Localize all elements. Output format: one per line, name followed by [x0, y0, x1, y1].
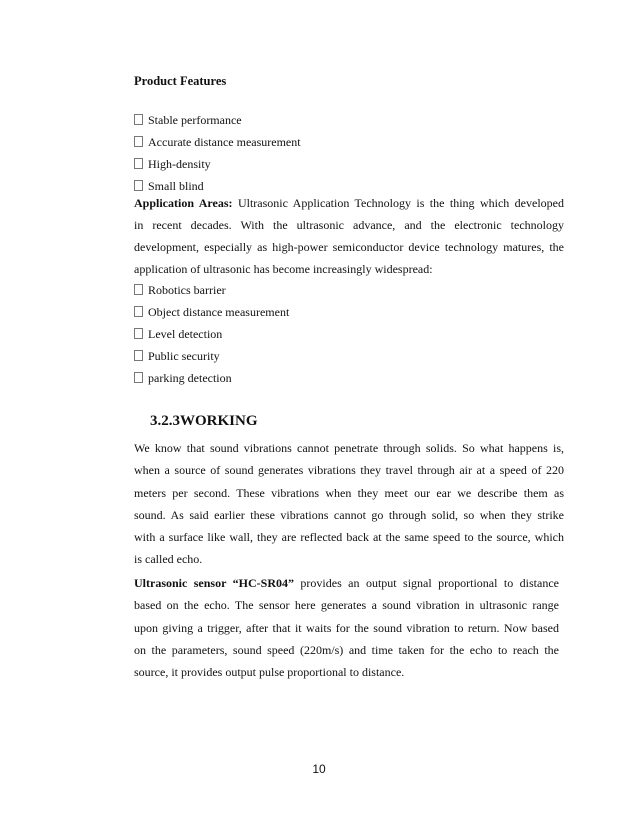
bullet-box-icon	[134, 328, 143, 339]
list-item: Small blind	[134, 175, 564, 197]
list-item: Accurate distance measurement	[134, 131, 564, 153]
section-title: 3.2.3WORKING	[150, 413, 258, 429]
paragraph-line: on the parameters, sound speed (220m/s) and time taken for the echo to reach the	[134, 642, 559, 657]
list-item: Object distance measurement	[134, 301, 564, 323]
paragraph-line: application of ultrasonic has become increasingly widespread:	[134, 261, 433, 276]
list-item: Level detection	[134, 323, 564, 345]
working-paragraph	[134, 437, 564, 571]
bullet-box-icon	[134, 284, 143, 295]
page-number: 10	[312, 762, 326, 776]
paragraph-line: Ultrasonic sensor “HC-SR04” provides an output signal proportional to distance	[134, 576, 559, 590]
list-item: Robotics barrier	[134, 279, 564, 301]
bullet-box-icon	[134, 306, 143, 317]
list-item: parking detection	[134, 367, 564, 389]
paragraph-line: We know that sound vibrations cannot penetrate through solids. So what happens is,	[134, 441, 564, 455]
paragraph-line: development, especially as high-power semiconductor device technology matures, the	[134, 239, 564, 254]
paragraph-line: upon giving a trigger, after that it waits for the sound vibration to return. Now based	[134, 620, 559, 635]
bullet-box-icon	[134, 372, 143, 383]
product-features-heading: Product Features	[134, 74, 227, 88]
sensor-paragraph	[134, 572, 559, 683]
list-item: Public security	[134, 345, 564, 367]
list-item: Stable performance	[134, 109, 564, 131]
bullet-box-icon	[134, 114, 143, 125]
bullet-box-icon	[134, 180, 143, 191]
application-areas-list	[134, 279, 564, 389]
paragraph-line: sound. As said earlier these vibrations cannot go through solid, so when they strike	[134, 507, 564, 522]
paragraph-line: Application Areas: Ultrasonic Application Technology is the thing which developed	[134, 196, 564, 210]
application-areas-label: Application Areas:	[134, 196, 233, 210]
paragraph-line: with a surface like wall, they are reflected back at the same speed to the source, which	[134, 530, 564, 545]
bullet-box-icon	[134, 350, 143, 361]
paragraph-line: when a source of sound generates vibrations they travel through air at a speed of 220	[134, 463, 564, 478]
paragraph-line: in recent decades. With the ultrasonic advance, and the electronic technology	[134, 217, 564, 232]
sensor-label: Ultrasonic sensor “HC-SR04”	[134, 576, 294, 590]
product-features-list	[134, 109, 564, 197]
paragraph-line: is called echo.	[134, 552, 203, 567]
bullet-box-icon	[134, 158, 143, 169]
application-areas-paragraph	[134, 193, 564, 281]
paragraph-line: source, it provides output pulse proportional to distance.	[134, 665, 405, 680]
bullet-box-icon	[134, 136, 143, 147]
list-item: High-density	[134, 153, 564, 175]
paragraph-line: meters per second. These vibrations when they meet our ear we describe them as	[134, 485, 564, 500]
paragraph-line: based on the echo. The sensor here generates a sound vibration in ultrasonic range	[134, 598, 559, 613]
